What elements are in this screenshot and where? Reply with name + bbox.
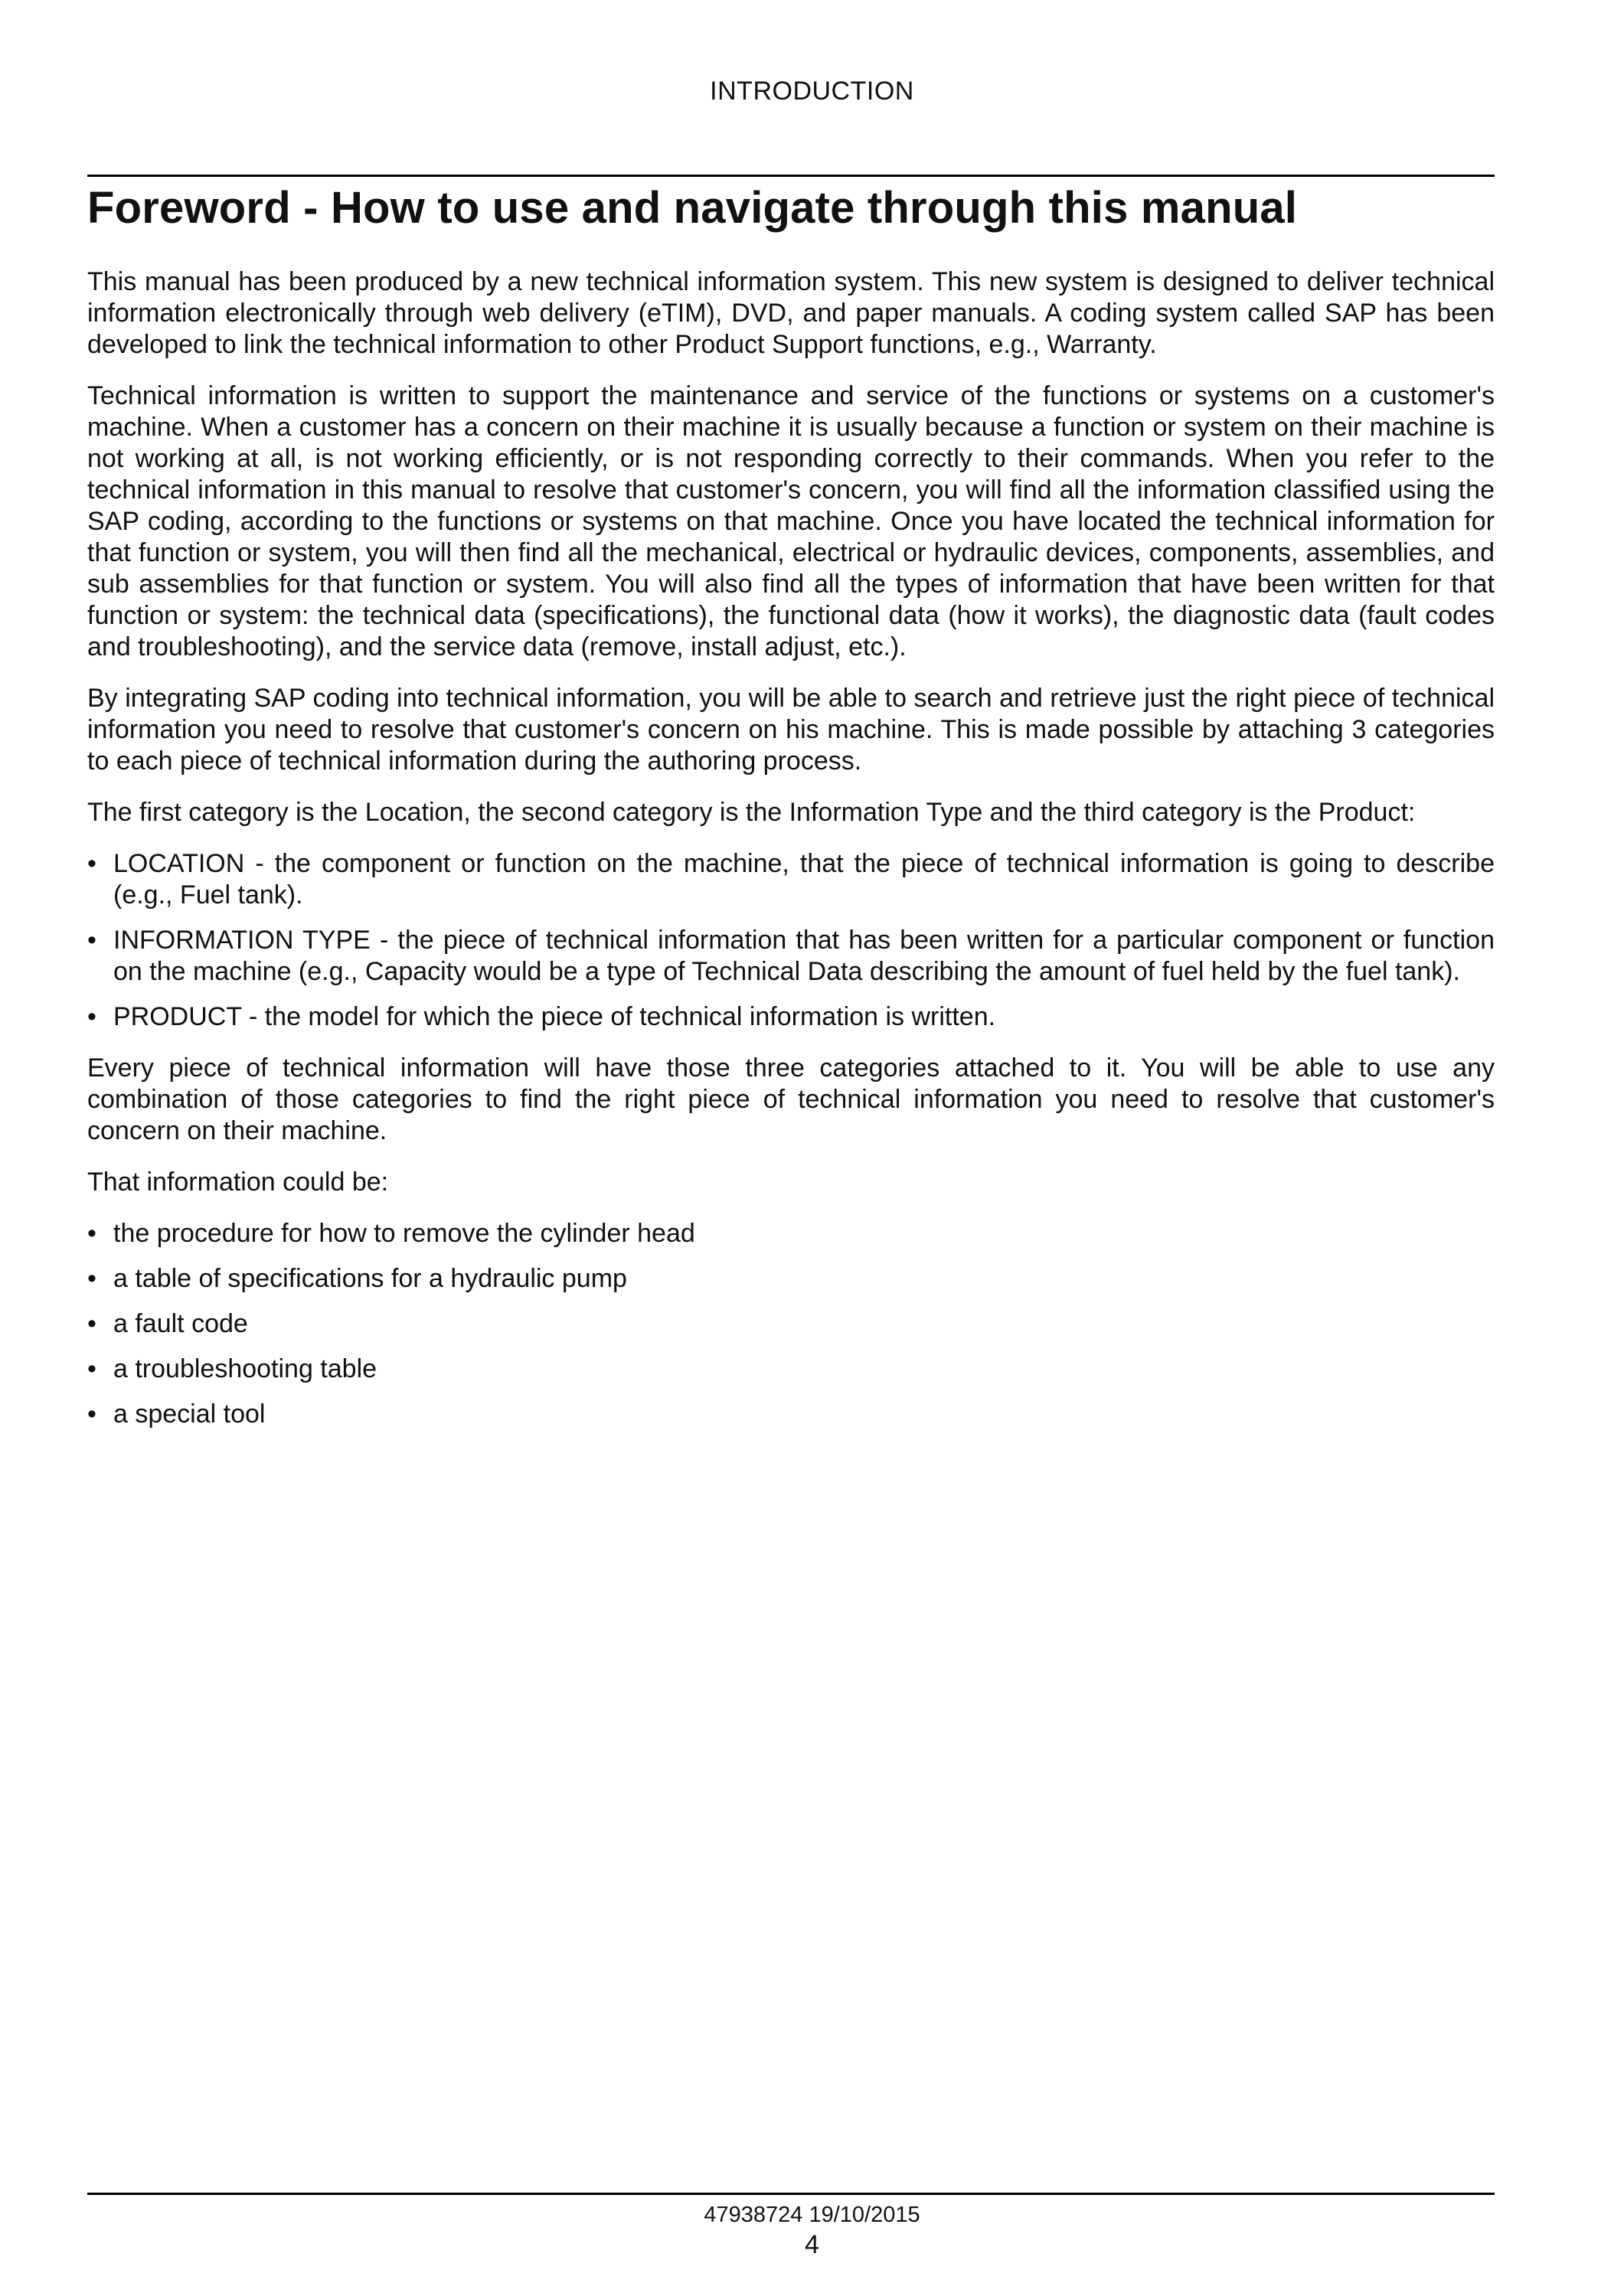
footer-document-id: 47938724 19/10/2015 (704, 2203, 920, 2227)
list-item-text: a fault code (113, 1309, 248, 1338)
page-content (87, 182, 1495, 1450)
list-item (87, 848, 1495, 911)
paragraph-examples-intro: That information could be: (87, 1168, 389, 1197)
footer-rule (87, 2193, 1495, 2195)
header-rule (87, 175, 1495, 177)
list-item-text: LOCATION - the component or function on the machine, that the piece of technical information is going to describe (e.g., Fuel tank). (113, 849, 1495, 910)
bullet-icon: • (87, 1309, 96, 1338)
list-item-text: a table of specifications for a hydraulic pump (113, 1264, 627, 1293)
category-list (87, 848, 1495, 1033)
bullet-icon: • (87, 849, 96, 878)
list-item (87, 1308, 1495, 1340)
list-item (87, 1399, 1495, 1430)
paragraph-combinations: Every piece of technical information will have those three categories attached to it. You will be able to use any combination of those categories to find the right piece of technical information you need to resolve that customer's concern on their machine. (87, 1053, 1495, 1145)
list-item-text: PRODUCT - the model for which the piece of technical information is written. (113, 1002, 996, 1031)
list-item-text: the procedure for how to remove the cylinder head (113, 1219, 695, 1248)
list-item (87, 1354, 1495, 1385)
list-item (87, 925, 1495, 988)
paragraph-intro: This manual has been produced by a new technical information system. This new system is designed to deliver technical information electronically through web delivery (eTIM), DVD, and paper manuals. A coding system called SAP has been developed to link the technical information to other Product Support functions, e.g., Warranty. (87, 267, 1495, 359)
bullet-icon: • (87, 926, 96, 955)
list-item-text: a troubleshooting table (113, 1354, 377, 1383)
bullet-icon: • (87, 1354, 96, 1383)
paragraph-technical-information: Technical information is written to support the maintenance and service of the functions or systems on a customer's machine. When a customer has a concern on their machine it is usually because a function or system on their machine is not working at all, is not working efficiently, or is not responding correctly to their commands. When you refer to the technical information in this manual to resolve that customer's concern, you will find all the information classified using the SAP coding, according to the functions or systems on that machine. Once you have located the technical information for that function or system, you will then find all the mechanical, electrical or hydraulic devices, components, assemblies, and sub assemblies for that function or system. You will also find all the types of information that have been written for that function or system: the technical data (specifications), the functional data (how it works), the diagnostic data (fault codes and troubleshooting), and the service data (remove, install adjust, etc.). (87, 381, 1495, 661)
page-title: Foreword - How to use and navigate through this manual (87, 183, 1298, 233)
bullet-icon: • (87, 1219, 96, 1248)
bullet-icon: • (87, 1002, 96, 1031)
list-item (87, 1001, 1495, 1033)
page-number: 4 (805, 2230, 819, 2259)
paragraph-categories-intro: The first category is the Location, the second category is the Information Type and the third category is the Product: (87, 798, 1416, 827)
bullet-icon: • (87, 1399, 96, 1429)
list-item-text: a special tool (113, 1399, 266, 1429)
example-list (87, 1218, 1495, 1430)
list-item-text: INFORMATION TYPE - the piece of technical information that has been written for a particular component or function on the machine (e.g., Capacity would be a type of Technical Data describing the amount of fuel held by the fuel tank). (113, 926, 1495, 986)
paragraph-sap-coding: By integrating SAP coding into technical information, you will be able to search and retrieve just the right piece of technical information you need to resolve that customer's concern on his machine. This is made possible by attaching 3 categories to each piece of technical information during the authoring process. (87, 684, 1495, 776)
running-header: INTRODUCTION (710, 77, 914, 106)
bullet-icon: • (87, 1264, 96, 1293)
list-item (87, 1263, 1495, 1295)
list-item (87, 1218, 1495, 1249)
